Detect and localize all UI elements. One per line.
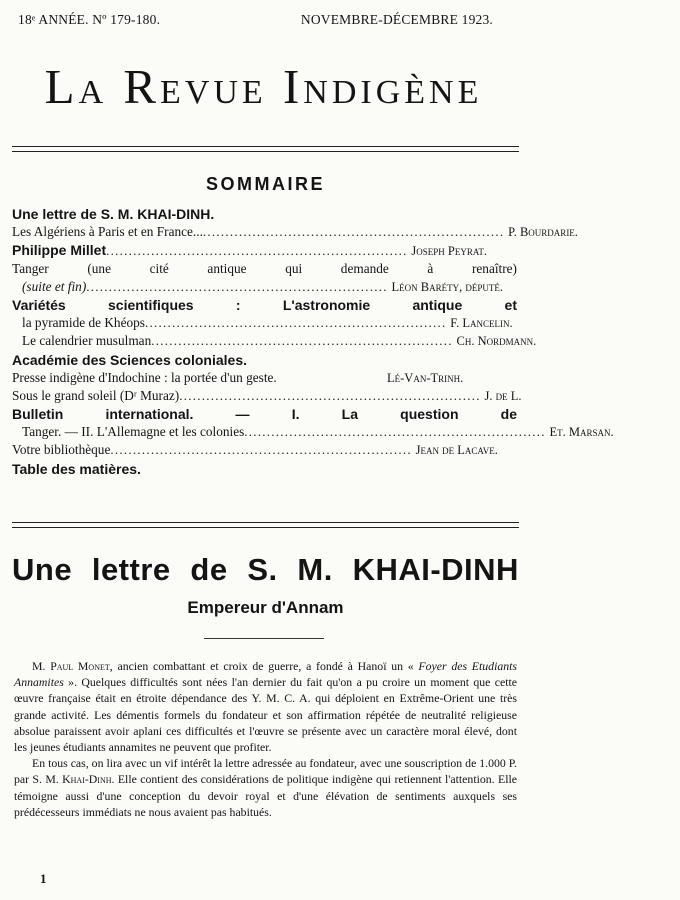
toc-author: Ch. Nordmann. <box>456 334 537 349</box>
toc-author: Jean de Lacave. <box>415 443 498 458</box>
masthead-rule <box>12 146 519 152</box>
toc-author: Lé-Van-Trinh. <box>387 370 464 385</box>
title-word: KHAI-DINH <box>352 552 519 587</box>
toc-row <box>12 442 517 460</box>
title-word: Une <box>12 552 73 587</box>
leader-dots <box>106 243 405 259</box>
toc-author: Joseph Peyrat. <box>411 244 487 259</box>
section-rule <box>12 522 519 528</box>
leader-dots <box>151 333 450 349</box>
toc-title: Les Algériens à Paris et en France... <box>12 224 203 240</box>
toc-author: P. Bourdarie. <box>508 225 578 240</box>
paragraph-2: En tous cas, on lira avec un vif intérêt la lettre adressée au fondateur, avec une souscription de 1.000 P. par S. M. Khai-Dinh. Elle contient des considérations de politique indigène qui retiennent l'attention. Elle témoigne aussi d'une conception du devoir royal et d'une élévation de sentiments auxquels ses prédécesseurs immédiats ne nous avaient pas habitués. <box>14 756 517 819</box>
sommaire-heading: SOMMAIRE <box>206 174 325 194</box>
toc-author: Et. Marsan. <box>549 425 614 440</box>
toc-row <box>12 352 517 370</box>
issue-number: 18ᵉ ANNÉE. Nº 179-180. <box>18 12 161 27</box>
toc-title: Votre bibliothèque <box>12 442 111 458</box>
toc-title: Variétés scientifiques : L'astronomie antique et <box>12 296 517 313</box>
toc-row <box>12 333 537 351</box>
toc-author: F. Lancelin. <box>450 316 513 331</box>
leader-dots <box>203 224 502 240</box>
toc-title: Table des matières. <box>12 460 141 477</box>
page-number: 1 <box>40 871 47 886</box>
toc-row <box>12 242 517 260</box>
leader-dots <box>145 315 444 331</box>
title-word: M. <box>297 552 333 587</box>
toc-title: Sous le grand soleil (Dʳ Muraz) <box>12 387 180 403</box>
leader-dots <box>179 388 478 404</box>
article-title <box>12 552 519 588</box>
issue-date: NOVEMBRE-DÉCEMBRE 1923. <box>300 12 493 27</box>
leader-dots <box>86 279 385 295</box>
toc-row <box>12 206 517 224</box>
toc-row <box>12 261 517 279</box>
toc-title: la pyramide de Khéops <box>22 315 145 331</box>
toc-title: Tanger. — II. L'Allemagne et les colonies <box>22 424 245 440</box>
table-of-contents <box>12 206 614 479</box>
toc-title: Académie des Sciences coloniales. <box>12 351 248 368</box>
title-word: lettre <box>91 552 171 587</box>
toc-row <box>12 279 517 297</box>
toc-row <box>12 224 578 242</box>
toc-row <box>12 370 517 388</box>
toc-author: J. de L. <box>484 388 522 403</box>
title-word: de <box>190 552 228 587</box>
toc-title: Philippe Millet <box>12 242 107 259</box>
toc-title: Presse indigène d'Indochine : la portée d'un geste. <box>12 369 277 385</box>
toc-title: Bulletin international. — I. La question de <box>12 406 517 423</box>
toc-row <box>12 406 517 424</box>
paragraph-1: M. Paul Monet, ancien combattant et croix de guerre, a fondé à Hanoï un « Foyer des Etudiants Annamites ». Quelques difficultés sont nées l'an dernier du fait qu'on a pu croire un moment que cette œuvre française était en étroite dépendance des Y. M. C. A. qui déploient en Extrême-Orient une très grande activité. Les démentis formels du fondateur et son affirmation répétée de neutralité religieuse absolue paraissent avoir aplani ces difficultés et l'œuvre se présente avec un caractère moral élevé, dont les jeunes étudiants annamites ne peuvent que profiter. <box>14 659 518 755</box>
toc-title: Tanger (une cité antique qui demande à renaître) <box>12 260 517 276</box>
toc-row <box>12 461 517 479</box>
issue-header <box>18 12 493 28</box>
toc-title: (suite et fin) <box>22 278 87 294</box>
article-body <box>14 658 517 820</box>
toc-row <box>12 424 614 442</box>
toc-title: Le calendrier musulman <box>22 333 152 349</box>
toc-row <box>12 315 517 333</box>
leader-dots <box>110 442 409 458</box>
masthead-title: La Revue Indigène <box>44 59 483 114</box>
title-word: S. <box>247 552 278 587</box>
toc-row <box>12 387 522 406</box>
toc-title: Une lettre de S. M. KHAI-DINH. <box>12 206 215 222</box>
subtitle-rule <box>204 638 324 639</box>
toc-row <box>12 297 517 315</box>
toc-author: Léon Baréty, député. <box>391 279 503 294</box>
article-subtitle: Empereur d'Annam <box>187 598 344 617</box>
leader-dots <box>244 424 543 440</box>
